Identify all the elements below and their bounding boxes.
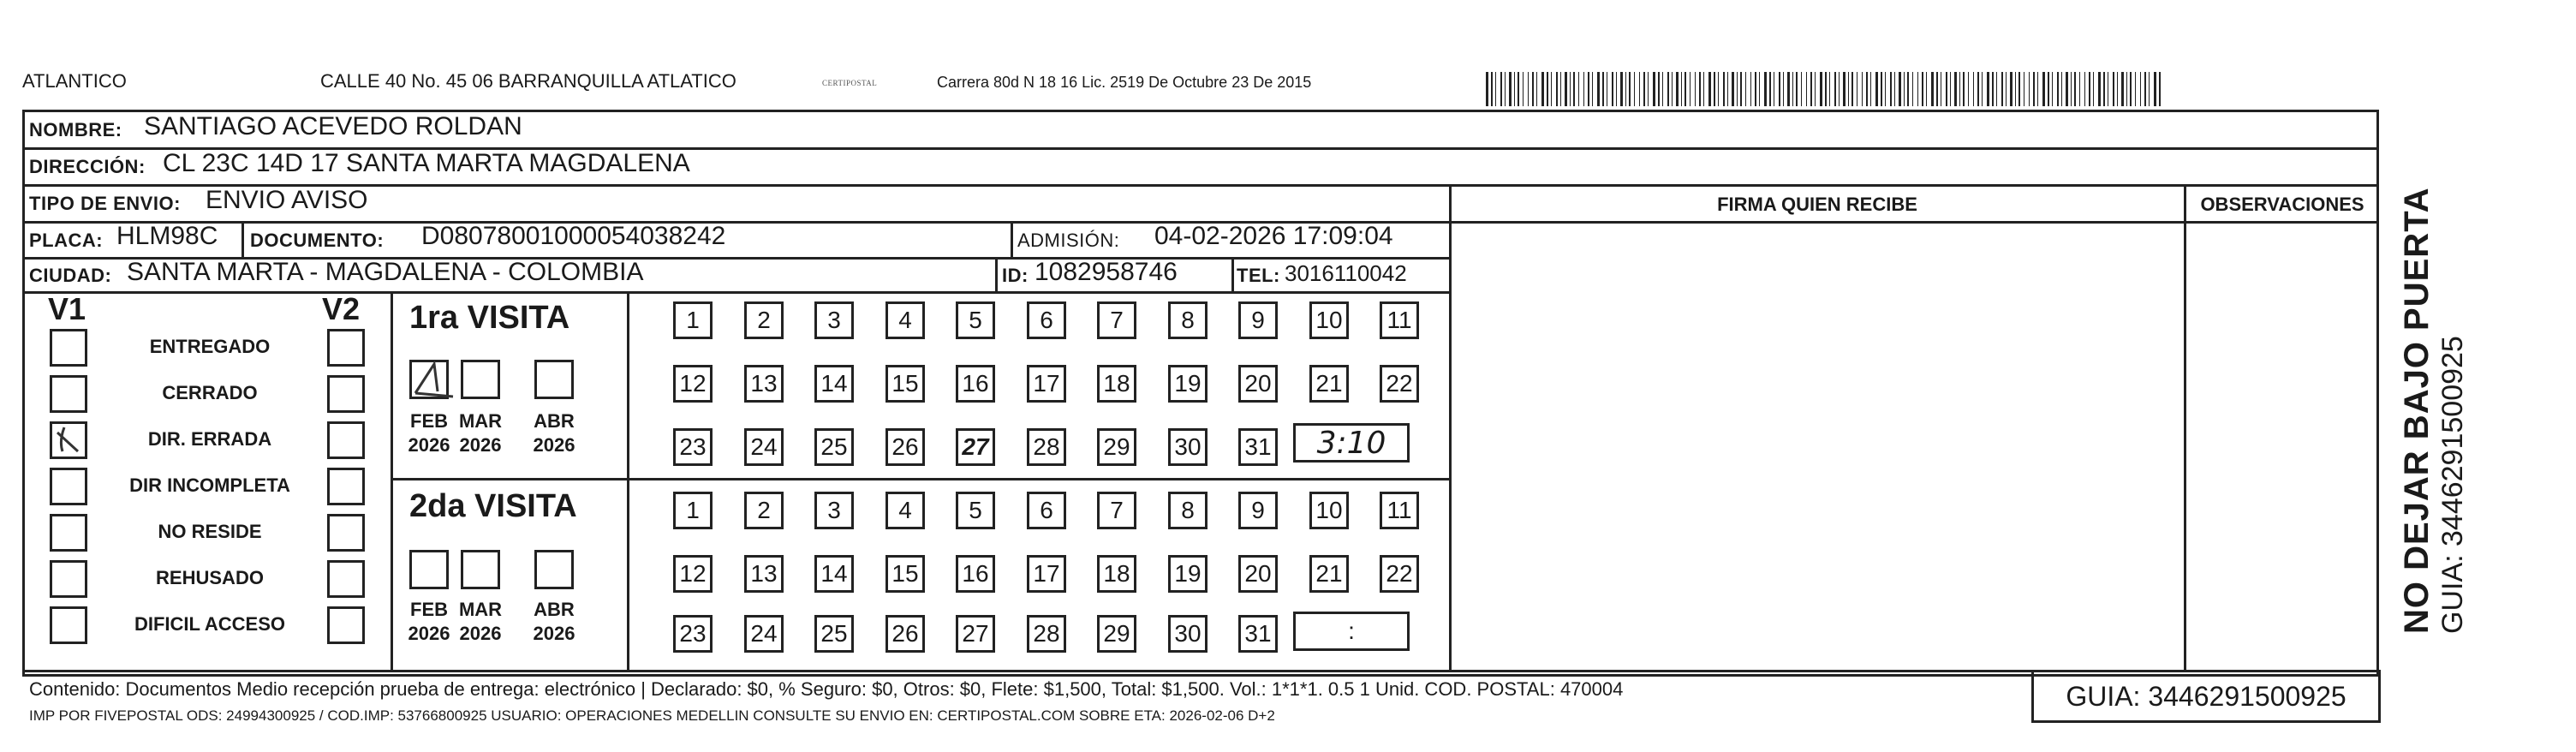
first-visit-month-checkbox[interactable] [534,360,574,399]
first-visit-day-box[interactable]: 7 [1097,301,1136,339]
first-visit-month-year: 2026 [533,434,575,456]
first-visit-day-box[interactable]: 19 [1168,365,1208,403]
first-visit-day-box[interactable]: 23 [673,428,713,466]
second-visit-day-box[interactable]: 21 [1309,555,1349,593]
v1-checkbox[interactable] [50,468,87,505]
v1-checkbox[interactable] [50,329,87,367]
v1-checkbox[interactable] [50,560,87,598]
first-visit-day-box[interactable]: 18 [1097,365,1136,403]
first-visit-day-box[interactable]: 1 [673,301,713,339]
documento-label: DOCUMENTO: [250,230,385,251]
barcode [1486,72,2162,106]
second-visit-day-box[interactable]: 19 [1168,555,1208,593]
v2-checkbox[interactable] [327,606,365,644]
first-visit-day-box[interactable]: 27 [956,428,995,466]
reason-label: REHUSADO [156,567,264,588]
second-visit-day-box[interactable]: 6 [1027,492,1066,529]
second-visit-day-box[interactable]: 1 [673,492,713,529]
id-label: ID: [1002,265,1029,286]
second-visit-day-box[interactable]: 12 [673,555,713,593]
second-visit-day-box[interactable]: 26 [886,615,925,653]
tel-value: 3016110042 [1285,260,1407,286]
v1-checkbox[interactable] [50,606,87,644]
reason-label: DIR. ERRADA [147,428,272,450]
second-visit-month-checkbox[interactable] [461,550,500,589]
second-visit-day-box[interactable]: 22 [1380,555,1419,593]
second-visit-month-year: 2026 [533,623,575,644]
first-visit-day-box[interactable]: 6 [1027,301,1066,339]
second-visit-day-box[interactable]: 29 [1097,615,1136,653]
first-visit-month-name: FEB [410,410,448,432]
reason-label: ENTREGADO [149,336,271,357]
no-dejar-bajo-puerta-text: NO DEJAR BAJO PUERTA [2398,187,2436,634]
second-visit-day-box[interactable]: 30 [1168,615,1208,653]
second-visit-day-box[interactable]: 11 [1380,492,1419,529]
second-visit-day-box[interactable]: 27 [956,615,995,653]
first-visit-month-year: 2026 [459,434,502,456]
firma-column-header: FIRMA QUIEN RECIBE [1717,194,1917,215]
first-visit-day-box[interactable]: 5 [956,301,995,339]
side-guia-number: GUIA: 3446291500925 [2436,336,2469,634]
reason-label: DIR INCOMPLETA [129,474,290,496]
second-visit-day-box[interactable]: 25 [814,615,854,653]
first-visit-day-box[interactable]: 16 [956,365,995,403]
second-visit-day-box[interactable]: 15 [886,555,925,593]
first-visit-day-box[interactable]: 25 [814,428,854,466]
second-visit-day-box[interactable]: 17 [1027,555,1066,593]
second-visit-day-box[interactable]: 16 [956,555,995,593]
second-visit-month-checkbox[interactable] [409,550,449,589]
reason-label: CERRADO [162,382,258,403]
first-visit-title: 1ra VISITA [409,300,570,336]
license-text: Carrera 80d N 18 16 Lic. 2519 De Octubre 23 De 2015 [937,74,1312,91]
tipo-envio-value: ENVIO AVISO [206,186,368,214]
first-visit-day-box[interactable]: 20 [1238,365,1278,403]
placa-value: HLM98C [116,222,218,250]
second-visit-day-box[interactable]: 8 [1168,492,1208,529]
first-visit-day-box[interactable]: 31 [1238,428,1278,466]
observaciones-column-header: OBSERVACIONES [2200,194,2364,215]
sender-address: CALLE 40 No. 45 06 BARRANQUILLA ATLATICO [320,70,736,92]
v2-checkbox[interactable] [327,329,365,367]
second-visit-day-box[interactable]: 31 [1238,615,1278,653]
v1-checkbox[interactable] [50,375,87,413]
ciudad-value: SANTA MARTA - MAGDALENA - COLOMBIA [127,258,644,286]
content-summary: Contenido: Documentos Medio recepción prueba de entrega: electrónico | Declarado: $0, % Seguro: $0, Otros: $0, Flete: $1,500, Total: $1,500. Vol.: 1*1*1. 0.5 1 Unid. COD. POSTAL: 470004 [29,678,1624,700]
second-visit-day-box[interactable]: 3 [814,492,854,529]
print-info: IMP POR FIVEPOSTAL ODS: 24994300925 / COD.IMP: 53766800925 USUARIO: OPERACIONES MEDELLIN CONSULTE SU ENVIO EN: CERTIPOSTAL.COM SOBRE ETA: 2026-02-06 D+2 [29,707,1275,724]
second-visit-day-box[interactable]: 24 [744,615,784,653]
first-visit-day-box[interactable]: 30 [1168,428,1208,466]
company-logo: CERTIPOSTAL [822,79,878,87]
v2-checkbox[interactable] [327,514,365,552]
first-visit-day-box[interactable]: 14 [814,365,854,403]
first-visit-day-box[interactable]: 28 [1027,428,1066,466]
direccion-label: DIRECCIÓN: [29,156,146,177]
placa-label: PLACA: [29,230,104,251]
second-visit-month-checkbox[interactable] [534,550,574,589]
v1-header: V1 [48,291,86,326]
first-visit-month-year: 2026 [408,434,450,456]
second-visit-day-box[interactable]: 10 [1309,492,1349,529]
first-visit-day-box[interactable]: 26 [886,428,925,466]
second-visit-day-box[interactable]: 18 [1097,555,1136,593]
first-visit-day-box[interactable]: 10 [1309,301,1349,339]
first-visit-month-name: ABR [534,410,575,432]
region-label: ATLANTICO [22,70,127,92]
admision-label: ADMISIÓN: [1017,230,1120,251]
second-visit-time[interactable]: : [1293,612,1410,651]
v2-header: V2 [322,291,361,326]
nombre-value: SANTIAGO ACEVEDO ROLDAN [144,112,522,140]
first-visit-day-box[interactable]: 22 [1380,365,1419,403]
second-visit-title: 2da VISITA [409,488,577,524]
v1-checkbox[interactable] [50,514,87,552]
first-visit-day-box[interactable]: 12 [673,365,713,403]
second-visit-day-box[interactable]: 9 [1238,492,1278,529]
first-visit-day-box[interactable]: 3 [814,301,854,339]
second-visit-day-box[interactable]: 13 [744,555,784,593]
ciudad-label: CIUDAD: [29,265,112,286]
v1-checkbox[interactable] [50,421,87,459]
first-visit-month-name: MAR [458,410,503,432]
second-visit-month-name: FEB [410,599,448,620]
direccion-value: CL 23C 14D 17 SANTA MARTA MAGDALENA [163,149,690,177]
tel-label: TEL: [1237,265,1280,286]
reason-label: NO RESIDE [158,521,262,542]
id-value: 1082958746 [1035,258,1178,286]
second-visit-day-box[interactable]: 2 [744,492,784,529]
first-visit-day-box[interactable]: 11 [1380,301,1419,339]
side-text [2398,187,2470,634]
documento-value: D08078001000054038242 [421,222,726,250]
first-visit-day-box[interactable]: 13 [744,365,784,403]
guia-number: GUIA: 3446291500925 [2031,670,2381,723]
first-visit-day-box[interactable]: 8 [1168,301,1208,339]
first-visit-day-box[interactable]: 29 [1097,428,1136,466]
first-visit-time[interactable]: 3:10 [1293,423,1410,463]
first-visit-day-box[interactable]: 17 [1027,365,1066,403]
second-visit-day-box[interactable]: 28 [1027,615,1066,653]
admision-value: 04-02-2026 17:09:04 [1154,222,1393,250]
reason-label: DIFICIL ACCESO [134,613,285,635]
first-visit-day-box[interactable]: 21 [1309,365,1349,403]
first-visit-month-checkbox[interactable] [409,360,449,399]
first-visit-day-box[interactable]: 15 [886,365,925,403]
v2-checkbox[interactable] [327,468,365,505]
first-visit-day-box[interactable]: 4 [886,301,925,339]
first-visit-day-box[interactable]: 2 [744,301,784,339]
second-visit-month-name: ABR [534,599,575,620]
v2-checkbox[interactable] [327,560,365,598]
second-visit-month-name: MAR [458,599,503,620]
second-visit-month-year: 2026 [408,623,450,644]
tipo-envio-label: TIPO DE ENVIO: [29,193,181,214]
v2-checkbox[interactable] [327,421,365,459]
second-visit-day-box[interactable]: 20 [1238,555,1278,593]
second-visit-day-box[interactable]: 4 [886,492,925,529]
second-visit-day-box[interactable]: 23 [673,615,713,653]
second-visit-month-year: 2026 [459,623,502,644]
second-visit-day-box[interactable]: 14 [814,555,854,593]
second-visit-day-box[interactable]: 7 [1097,492,1136,529]
first-visit-month-checkbox[interactable] [461,360,500,399]
second-visit-day-box[interactable]: 5 [956,492,995,529]
first-visit-day-box[interactable]: 9 [1238,301,1278,339]
v2-checkbox[interactable] [327,375,365,413]
first-visit-day-box[interactable]: 24 [744,428,784,466]
nombre-label: NOMBRE: [29,119,122,140]
